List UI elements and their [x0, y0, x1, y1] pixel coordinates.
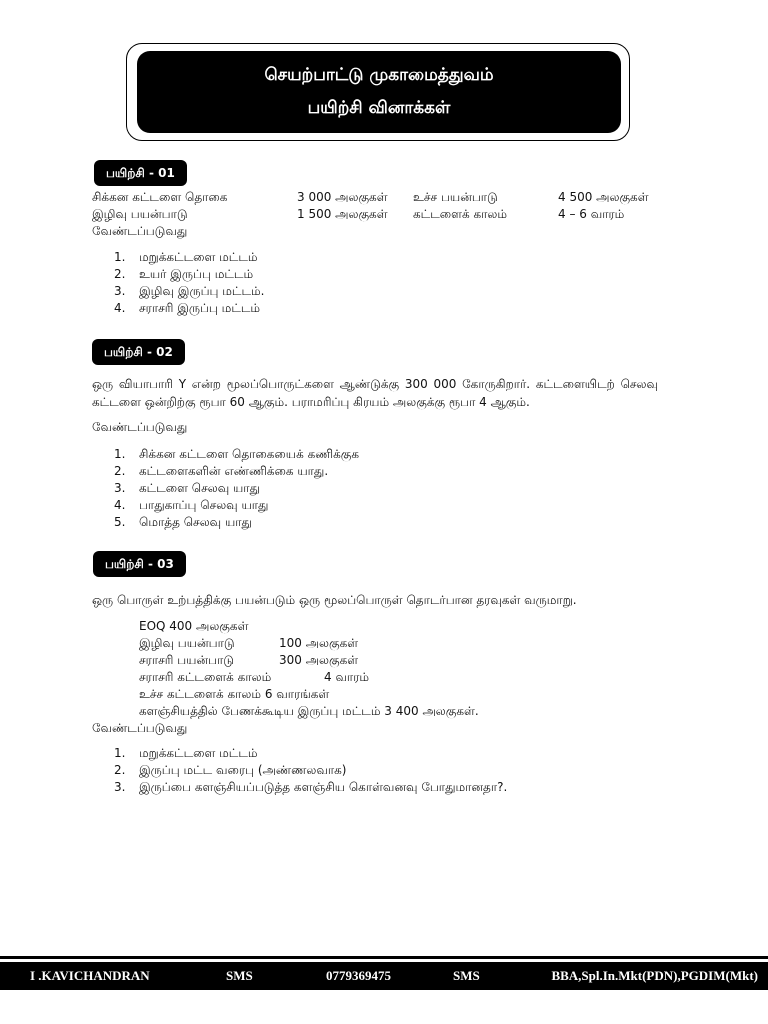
- ex1-r2-c3: கட்டளைக் காலம்: [413, 207, 508, 221]
- footer-sms-1: SMS: [226, 968, 253, 983]
- ex1-r2-c4: 4 – 6 வாரம்: [558, 207, 625, 221]
- footer-author: I .KAVICHANDRAN: [30, 968, 150, 983]
- ex3-avg-lead-label: சராசரி கட்டளைக் காலம்: [139, 670, 272, 684]
- ex3-avg-use-label: சராசரி பயன்பாடு: [139, 653, 234, 667]
- ex3-avg-lead-value: 4 வாரம்: [324, 670, 370, 684]
- ex1-r1-c3: உச்ச பயன்பாடு: [413, 190, 498, 204]
- ex3-avg-use-value: 300 அலகுகள்: [279, 653, 359, 667]
- ex3-required-heading: வேண்டப்படுவது: [92, 721, 188, 735]
- list-item: சிக்கன கட்டளை தொகையைக் கணிக்குக: [139, 447, 360, 461]
- footer-rule: [0, 956, 768, 959]
- list-item: மறுக்கட்டளை மட்டம்: [139, 250, 258, 264]
- exercise-1-label: பயிற்சி - 01: [94, 160, 187, 186]
- ex2-required-heading: வேண்டப்படுவது: [92, 420, 188, 434]
- footer-sms-2: SMS: [453, 968, 480, 983]
- ex3-max-lead: உச்ச கட்டளைக் காலம் 6 வாரங்கள்: [139, 687, 330, 701]
- ex1-required-heading: வேண்டப்படுவது: [92, 224, 188, 238]
- page-subtitle: பயிற்சி வினாக்கள்: [307, 98, 451, 118]
- footer-qualifications: BBA,Spl.In.Mkt(PDN),PGDIM(Mkt): [551, 968, 758, 983]
- footer-phone: 0779369475: [326, 968, 391, 983]
- ex1-r1-c2: 3 000 அலகுகள்: [297, 190, 388, 204]
- ex2-paragraph: ஒரு வியாபாரி Y என்ற மூலப்பொருட்களை ஆண்டுக்கு 300 000 கோருகிறார். கட்டளையிடற் செலவு கட்டளை ஒன்றிற்கு ரூபா 60 ஆகும். பராமரிப்பு கிரயம் அலகுக்கு ரூபா 4 ஆகும்.: [92, 377, 658, 409]
- list-item: உயர் இருப்பு மட்டம்: [139, 267, 254, 281]
- list-item: இருப்பு மட்ட வரைபு (அண்ணலவாக): [139, 763, 347, 777]
- ex1-r2-c2: 1 500 அலகுகள்: [297, 207, 388, 221]
- title-frame: [126, 43, 630, 141]
- ex3-eoq: EOQ 400 அலகுகள்: [139, 619, 249, 633]
- exercise-3-label: பயிற்சி - 03: [93, 551, 186, 577]
- list-item: சராசரி இருப்பு மட்டம்: [139, 301, 261, 315]
- page-title: செயற்பாட்டு முகாமைத்துவம்: [264, 65, 494, 85]
- ex3-intro: ஒரு பொருள் உற்பத்திக்கு பயன்படும் ஒரு மூலப்பொருள் தொடர்பான தரவுகள் வருமாறு.: [92, 593, 577, 607]
- ex2-question-list: [92, 446, 359, 531]
- ex3-question-list: [92, 745, 507, 796]
- ex1-r1-c4: 4 500 அலகுகள்: [558, 190, 649, 204]
- ex1-r2-c1: இழிவு பயன்பாடு: [92, 207, 188, 221]
- ex3-min-use-value: 100 அலகுகள்: [279, 636, 359, 650]
- list-item: பாதுகாப்பு செலவு யாது: [139, 498, 269, 512]
- ex3-storage: களஞ்சியத்தில் பேணக்கூடிய இருப்பு மட்டம் 3 400 அலகுகள்.: [139, 704, 479, 718]
- list-item: கட்டளை செலவு யாது: [139, 481, 260, 495]
- ex3-min-use-label: இழிவு பயன்பாடு: [139, 636, 235, 650]
- footer-bar: [0, 962, 768, 990]
- exercise-2-label: பயிற்சி - 02: [92, 339, 185, 365]
- list-item: கட்டளைகளின் எண்ணிக்கை யாது.: [139, 464, 329, 478]
- ex1-question-list: [92, 249, 264, 317]
- list-item: இழிவு இருப்பு மட்டம்.: [139, 284, 265, 298]
- title-banner: [137, 51, 621, 133]
- list-item: இருப்பை களஞ்சியப்படுத்த களஞ்சிய கொள்வனவு போதுமானதா?.: [139, 780, 508, 794]
- list-item: மொத்த செலவு யாது: [139, 515, 252, 529]
- list-item: மறுக்கட்டளை மட்டம்: [139, 746, 258, 760]
- ex1-r1-c1: சிக்கன கட்டளை தொகை: [92, 190, 228, 204]
